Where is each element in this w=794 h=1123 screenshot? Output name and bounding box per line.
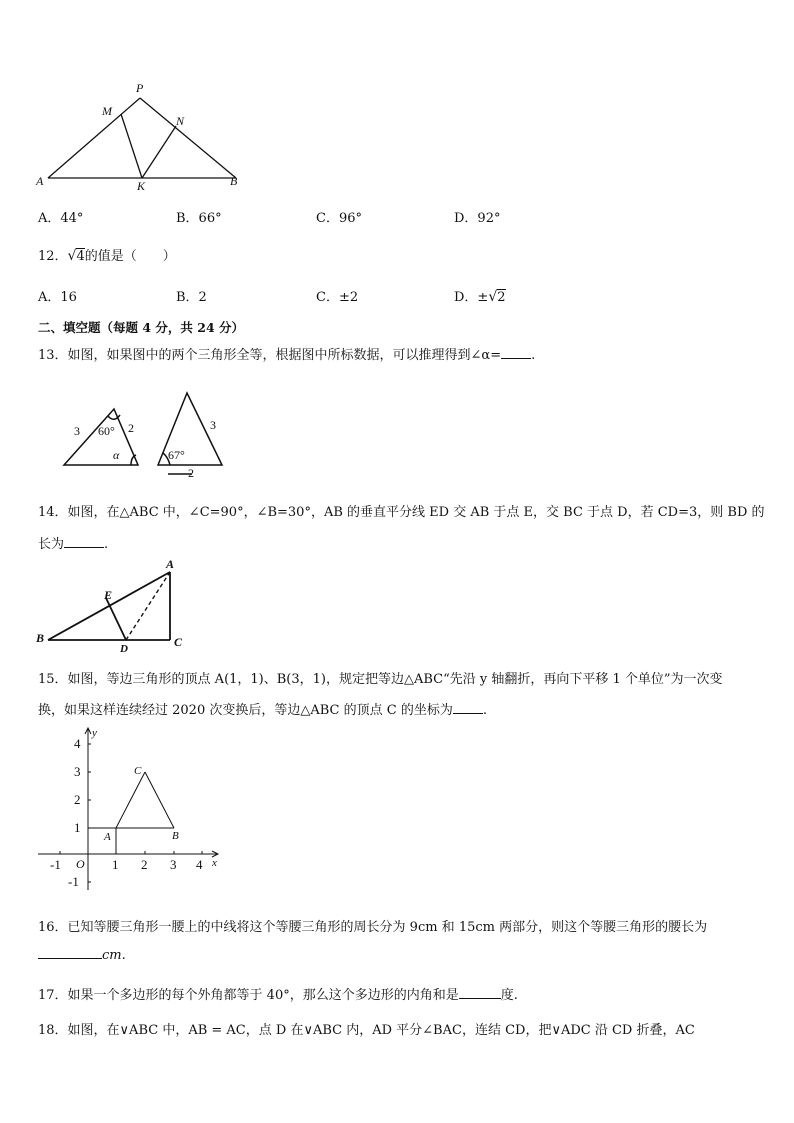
fig13-tall-side: 3	[210, 418, 216, 432]
fig15-ytick-3: 3	[74, 764, 81, 779]
fig14-A: A	[166, 557, 175, 571]
fig15-ytick-1: 1	[74, 820, 81, 835]
question-16-line-1: 16．已知等腰三角形一腰上的中线将这个等腰三角形的周长分为 9cm 和 15cm 两部分，则这个等腰三角形的腰长为	[38, 920, 708, 935]
label-A: A	[36, 174, 44, 188]
fig13-angle-60: 60°	[98, 424, 115, 438]
fig15-xtick-4: 4	[196, 857, 203, 872]
fig14-B: B	[36, 631, 45, 645]
question-17: 17．如果一个多边形的每个外角都等于 40°，那么这个多边形的内角和是 度.	[38, 988, 518, 1003]
section-2-heading: 二、填空题（每题 4 分，共 24 分）	[38, 320, 245, 335]
q12-option-d[interactable]: D．±√2	[454, 289, 506, 305]
fig13-alpha: α	[113, 448, 120, 462]
fig14-C: C	[174, 635, 183, 649]
fig15-ytick-neg1: -1	[68, 874, 79, 889]
fig13-base: 2	[188, 466, 194, 480]
label-B: B	[230, 174, 238, 188]
fig15-B: B	[172, 830, 179, 842]
label-N: N	[176, 114, 185, 128]
label-M: M	[102, 104, 112, 118]
fig15-origin: O	[76, 857, 85, 871]
figure-q13	[58, 385, 238, 485]
fig15-xtick-neg1: -1	[50, 857, 61, 872]
fig15-C: C	[134, 765, 142, 777]
q11-option-b[interactable]: B．66°	[176, 211, 222, 226]
label-P: P	[136, 81, 144, 95]
question-13: 13．如图，如果图中的两个三角形全等，根据图中所标数据，可以推理得到∠α= .	[38, 348, 536, 363]
fig13-left-side: 3	[74, 424, 80, 438]
fig15-xtick-3: 3	[170, 857, 177, 872]
question-18-line-1: 18．如图，在∨ABC 中，AB = AC，点 D 在∨ABC 内，AD 平分∠BAC，连结 CD，把∨ADC 沿 CD 折叠，AC	[38, 1023, 695, 1038]
figure-q11	[36, 80, 256, 195]
q12-option-b[interactable]: B．2	[176, 290, 207, 305]
figure-q15	[34, 724, 224, 894]
fig13-right-side: 2	[128, 421, 134, 435]
question-16-line-2: cm.	[38, 946, 126, 963]
fig15-xtick-1: 1	[112, 857, 119, 872]
question-15-line-2: 换，如果这样连续经过 2020 次变换后，等边△ABC 的顶点 C 的坐标为 .	[38, 703, 487, 718]
fig15-axis-y: y	[92, 727, 97, 739]
figure-q14	[34, 556, 194, 655]
question-14-line-2: 长为 .	[38, 537, 109, 552]
fig15-axis-x: x	[212, 857, 217, 869]
fig13-angle-67: 67°	[168, 448, 185, 462]
question-15-line-1: 15．如图，等边三角形的顶点 A(1，1)、B(3，1)，规定把等边△ABC“先沿 y 轴翻折，再向下平移 1 个单位”为一次变	[38, 672, 723, 687]
q12-option-c[interactable]: C．±2	[316, 290, 359, 305]
fig15-ytick-4: 4	[74, 736, 81, 751]
q11-option-c[interactable]: C．96°	[316, 211, 362, 226]
question-12: 12．√4的值是（ ）	[38, 248, 176, 264]
question-14-line-1: 14．如图，在△ABC 中，∠C=90°，∠B=30°，AB 的垂直平分线 ED 交 AB 于点 E，交 BC 于点 D，若 CD=3，则 BD 的	[38, 505, 765, 520]
fig15-xtick-2: 2	[141, 857, 148, 872]
q11-option-d[interactable]: D．92°	[454, 211, 501, 226]
fig15-ytick-2: 2	[74, 792, 81, 807]
q11-option-a[interactable]: A．44°	[38, 211, 84, 226]
label-K: K	[137, 179, 146, 193]
q12-option-a[interactable]: A．16	[38, 290, 77, 305]
fig15-A: A	[104, 831, 111, 843]
fig14-E: E	[104, 588, 113, 602]
fig14-D: D	[120, 643, 128, 655]
